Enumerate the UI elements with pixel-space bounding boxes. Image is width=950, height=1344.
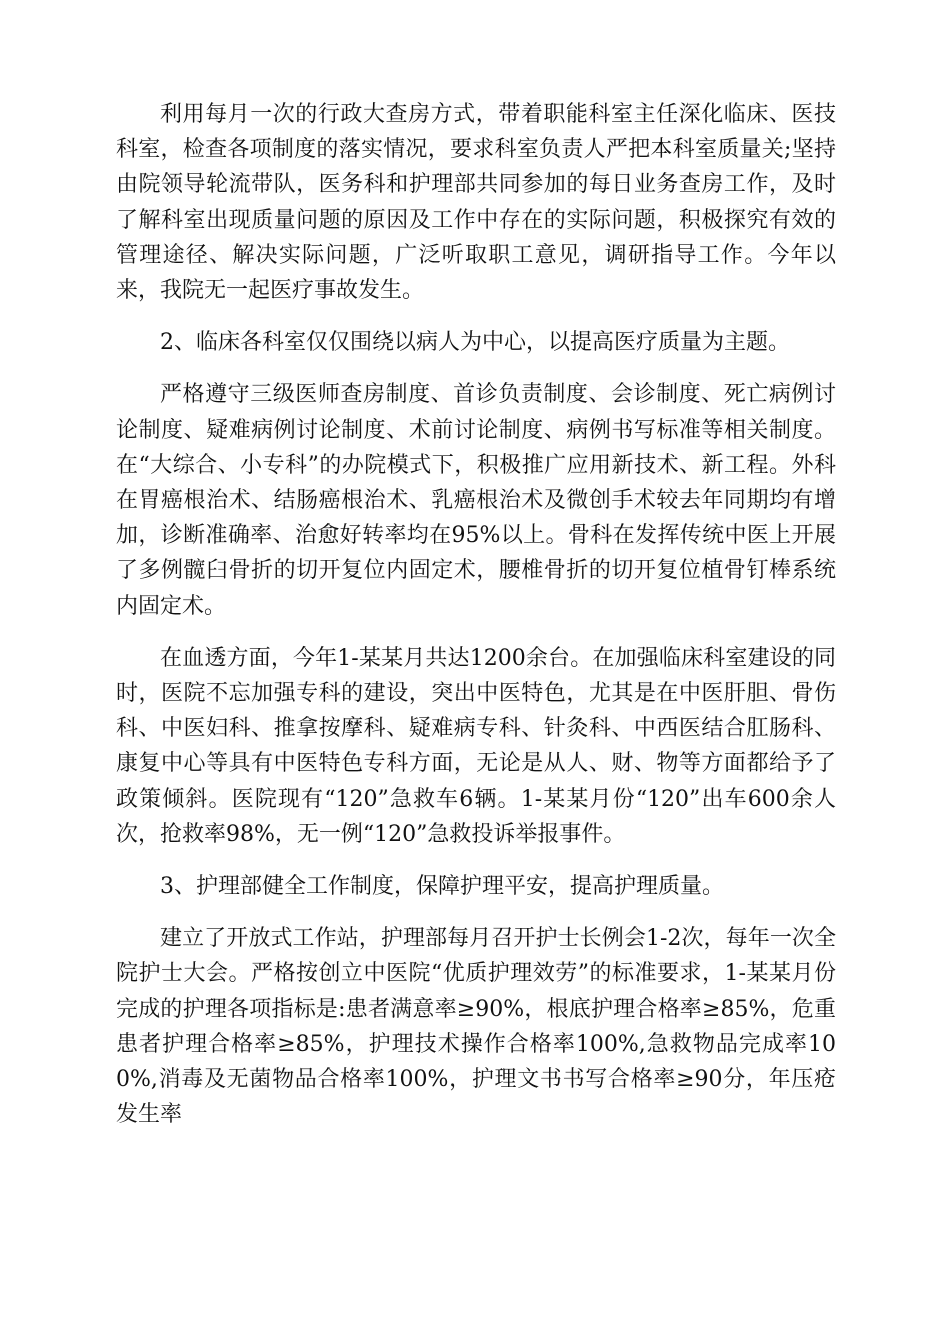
paragraph-dialysis-specialties: 在血透方面，今年1-某某月共达1200余台。在加强临床科室建设的同时，医院不忘加强专科的建设，突出中医特色，尤其是在中医肝胆、骨伤科、中医妇科、推拿按摩科、疑难病专科、针灸科、中西医结合肛肠科、康复中心等具有中医特色专科方面，无论是从人、财、物等方面都给予了政策倾斜。医院现有“120”急救车6辆。1-某某月份“120”出车600余人次，抢救率98%，无一例“120”急救投诉举报事件。	[116, 645, 836, 847]
document-body	[116, 97, 836, 1149]
paragraph-clinical-systems: 严格遵守三级医师查房制度、首诊负责制度、会诊制度、死亡病例讨论制度、疑难病例讨论制度、术前讨论制度、病例书写标准等相关制度。在“大综合、小专科”的办院模式下，积极推广应用新技术、新工程。外科在胃癌根治术、结肠癌根治术、乳癌根治术及微创手术较去年同期均有增加，诊断准确率、治愈好转率均在95%以上。骨科在发挥传统中医上开展了多例髋臼骨折的切开复位内固定术，腰椎骨折的切开复位植骨钉棒系统内固定术。	[116, 382, 836, 619]
section-heading-nursing: 3、护理部健全工作制度，保障护理平安，提高护理质量。	[160, 874, 724, 900]
paragraph-nursing-metrics: 建立了开放式工作站，护理部每月召开护士长例会1-2次，每年一次全院护士大会。严格按创立中医院“优质护理效劳”的标准要求，1-某某月份完成的护理各项指标是:患者满意率≥90%，根底护理合格率≥85%，危重患者护理合格率≥85%，护理技术操作合格率100%,急救物品完成率100%,消毒及无菌物品合格率100%，护理文书书写合格率≥90分，年压疮发生率	[116, 926, 836, 1128]
paragraph-admin-rounds: 利用每月一次的行政大查房方式，带着职能科室主任深化临床、医技科室，检查各项制度的落实情况，要求科室负责人严把本科室质量关;坚持由院领导轮流带队，医务科和护理部共同参加的每日业务查房工作，及时了解科室出现质量问题的原因及工作中存在的实际问题，积极探究有效的管理途径、解决实际问题，广泛听取职工意见，调研指导工作。今年以来，我院无一起医疗事故发生。	[116, 102, 836, 304]
section-heading-clinical: 2、临床各科室仅仅围绕以病人为中心，以提高医疗质量为主题。	[160, 330, 790, 356]
